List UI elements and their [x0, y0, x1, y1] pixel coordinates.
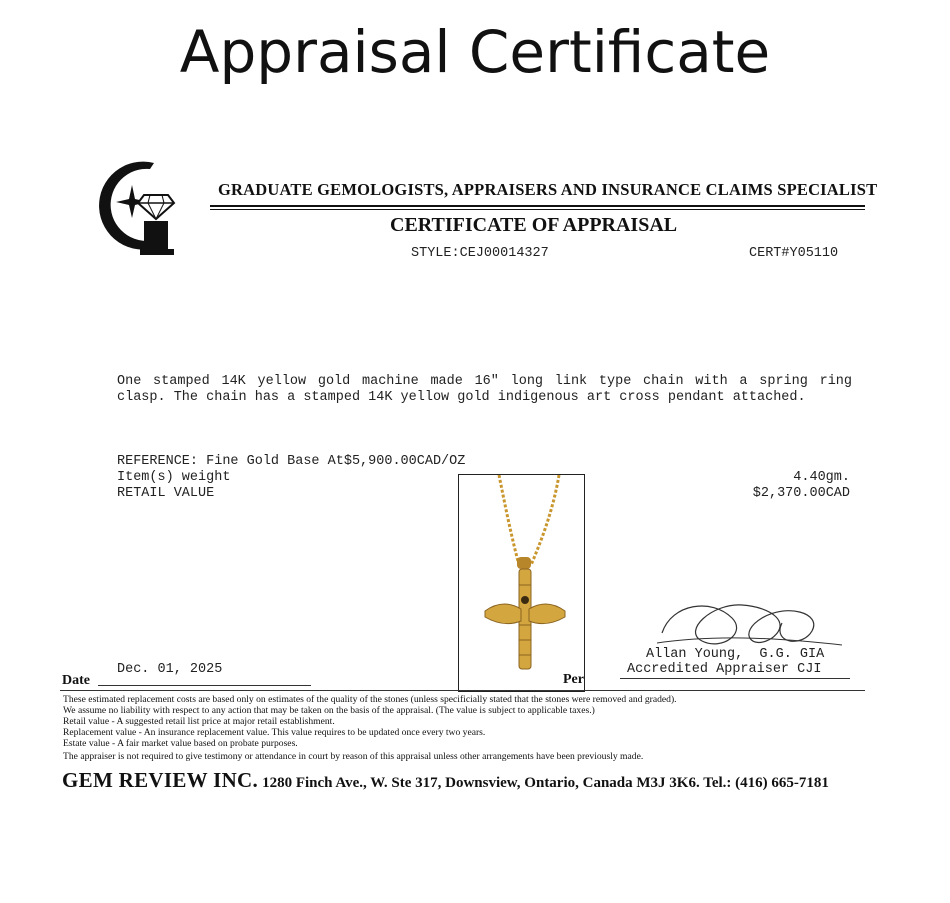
appraiser-title: Accredited Appraiser CJI	[627, 662, 822, 677]
appraiser-name: Allan Young, G.G. GIA	[646, 647, 825, 662]
signature-line	[620, 678, 850, 679]
date-label: Date	[62, 673, 90, 688]
gem-logo-icon	[92, 155, 187, 255]
weight-value: 4.40gm.	[793, 470, 850, 485]
certificate-heading: CERTIFICATE OF APPRAISAL	[390, 214, 678, 236]
company-name: GEM REVIEW INC.	[62, 768, 259, 792]
style-number: STYLE:CEJ00014327	[411, 246, 549, 261]
disclaimer-line: These estimated replacement costs are based only on estimates of the quality of the stones (unless specificially stated that the stones were removed and graded).	[63, 694, 677, 705]
company-address: 1280 Finch Ave., W. Ste 317, Downsview, Ontario, Canada M3J 3K6. Tel.: (416) 665-7181	[262, 775, 829, 791]
page-title: Appraisal Certificate	[179, 18, 771, 86]
header-rule	[210, 205, 865, 207]
handwritten-signature	[652, 593, 847, 653]
organization-name: GRADUATE GEMOLOGISTS, APPRAISERS AND INSURANCE CLAIMS SPECIALIST	[218, 180, 878, 199]
footer	[62, 768, 829, 793]
date-line	[98, 685, 311, 686]
reference-line: REFERENCE: Fine Gold Base At$5,900.00CAD/OZ	[117, 454, 466, 469]
date-value: Dec. 01, 2025	[117, 662, 223, 677]
item-description: One stamped 14K yellow gold machine made 16" long link type chain with a spring ring clasp. The chain has a stamped 14K yellow gold indigenous art cross pendant attached.	[117, 374, 852, 405]
disclaimer-line: Replacement value - An insurance replacement value. This value requires to be updated once every two years.	[63, 727, 486, 738]
disclaimer-line: Retail value - A suggested retail list price at major retail establishment.	[63, 716, 335, 727]
disclaimer-line: We assume no liability with respect to any action that may be taken on the basis of the appraisal. (The value is subject to applicable taxes.)	[63, 705, 595, 716]
retail-value: $2,370.00CAD	[752, 486, 850, 501]
retail-value-label: RETAIL VALUE	[117, 486, 215, 501]
header-rule-thin	[210, 209, 865, 210]
weight-label: Item(s) weight	[117, 470, 231, 485]
disclaimer-separator	[60, 690, 865, 691]
disclaimer-line: Estate value - A fair market value based on probate purposes.	[63, 738, 298, 749]
disclaimer-line: The appraiser is not required to give testimony or attendance in court by reason of this appraisal unless other arrangements have been previously made.	[63, 751, 644, 762]
gold-cross-pendant-photo	[458, 474, 585, 692]
per-label: Per	[563, 672, 584, 687]
cert-number: CERT#Y05110	[749, 246, 839, 261]
